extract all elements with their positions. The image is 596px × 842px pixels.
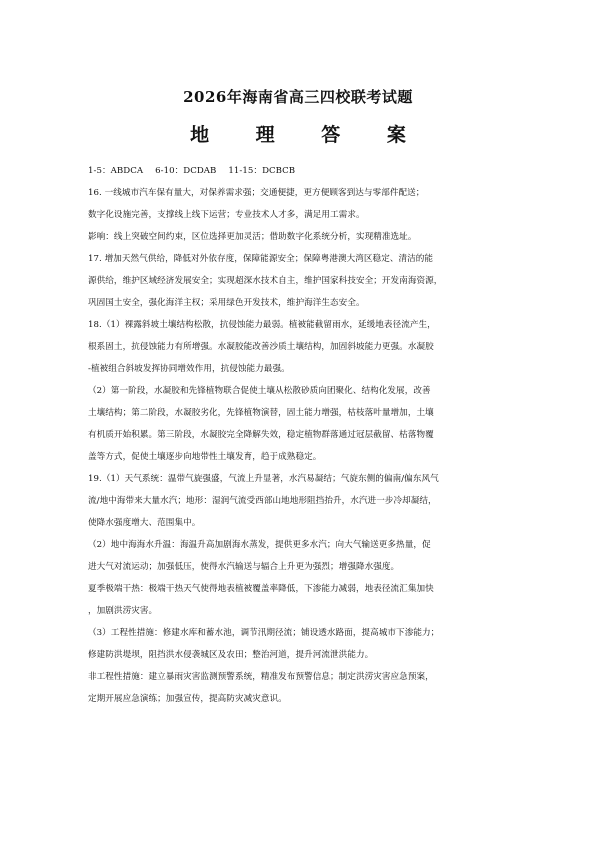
answer-line: 巩固国土安全，强化海洋主权；采用绿色开发技术，维护海洋生态安全。	[88, 298, 365, 308]
answer-line: 16. 一线城市汽车保有量大，对保养需求强；交通便捷，更方便顾客到达与零部件配送；	[88, 188, 425, 198]
answer-line: （2）第一阶段，水凝胶和先锋植物联合促使土壤从松散砂质向团聚化、结构化发展，改善	[88, 386, 431, 396]
answer-line: 进大气对流运动；加强低压，使得水汽输送与辐合上升更为强烈；增强降水强度。	[88, 562, 400, 572]
page-title: 2026年海南省高三四校联考试题	[183, 88, 413, 106]
answer-line: 源供给，维护区域经济发展安全；实现超深水技术自主，维护国家科技安全；开发南海资源，	[88, 276, 443, 286]
answer-line: 数字化设施完善，支撑线上线下运营；专业技术人才多，满足用工需求。	[88, 210, 365, 220]
answer-line: （3）工程性措施：修建水库和蓄水池，调节汛期径流；铺设透水路面，提高城市下渗能力；	[88, 628, 440, 638]
choice-group-1-answers: ABDCA	[110, 166, 144, 176]
answer-line: ，加剧洪涝灾害。	[88, 606, 158, 616]
choice-group-3-label: 11-15：	[228, 166, 263, 176]
answer-line: 有机质开始积累。第三阶段，水凝胶完全降解失效，稳定植物群落通过冠层截留、枯落物覆	[88, 430, 434, 440]
answer-line: -植被组合斜坡发挥协同增效作用，抗侵蚀能力最强。	[88, 364, 290, 374]
answer-line: 影响：线上突破空间约束，区位选择更加灵活；借助数字化系统分析，实现精准选址。	[88, 232, 417, 242]
answer-line: 修建防洪堤坝，阻挡洪水侵袭城区及农田；整治河道，提升河流泄洪能力。	[88, 650, 374, 660]
choice-answers-line	[88, 160, 508, 182]
choice-group-3-answers: DCBCB	[262, 166, 296, 176]
answer-line: 19.（1）天气系统：温带气旋强盛，气流上升显著，水汽易凝结；气旋东侧的偏南/偏东风气	[88, 474, 439, 484]
answer-line: 流/地中海带来大量水汽；地形：湿润气流受西部山地地形阻挡抬升，水汽进一步冷却凝结，	[88, 496, 437, 506]
choice-group-2-answers: DCDAB	[183, 166, 217, 176]
answer-content	[88, 160, 508, 710]
answer-line: 盖等方式，促使土壤逐步向地带性土壤发育，趋于成熟稳定。	[88, 452, 322, 462]
answer-line: 17. 增加天然气供给，降低对外依存度，保障能源安全；保障粤港澳大湾区稳定、清洁的能	[88, 254, 434, 264]
choice-group-1-label: 1-5：	[88, 166, 111, 176]
page-subtitle: 地 理 答 案	[190, 124, 426, 146]
answer-line: 根系固土，抗侵蚀能力有所增强。水凝胶能改善沙质土壤结构，加固斜坡能力更强。水凝胶	[88, 342, 434, 352]
choice-group-2-label: 6-10：	[155, 166, 184, 176]
answer-line: 定期开展应急演练；加强宣传，提高防灾减灾意识。	[88, 694, 287, 704]
answer-line: 使降水强度增大、范围集中。	[88, 518, 201, 528]
answer-line: 土壤结构；第二阶段，水凝胶劣化，先锋植物演替，固土能力增强，枯枝落叶量增加，土壤	[88, 408, 434, 418]
answer-line: 18.（1）裸露斜坡土壤结构松散，抗侵蚀能力最弱。植被能截留雨水，延缓地表径流产生，	[88, 320, 436, 330]
answer-line: （2）地中海海水升温：海温升高加剧海水蒸发，提供更多水汽；向大气输送更多热量，促	[88, 540, 431, 550]
answer-line: 夏季极端干热：极端干热天气使得地表植被覆盖率降低，下渗能力减弱，地表径流汇集加快	[88, 584, 434, 594]
answer-line: 非工程性措施：建立暴雨灾害监测预警系统，精准发布预警信息；制定洪涝灾害应急预案，	[88, 672, 434, 682]
